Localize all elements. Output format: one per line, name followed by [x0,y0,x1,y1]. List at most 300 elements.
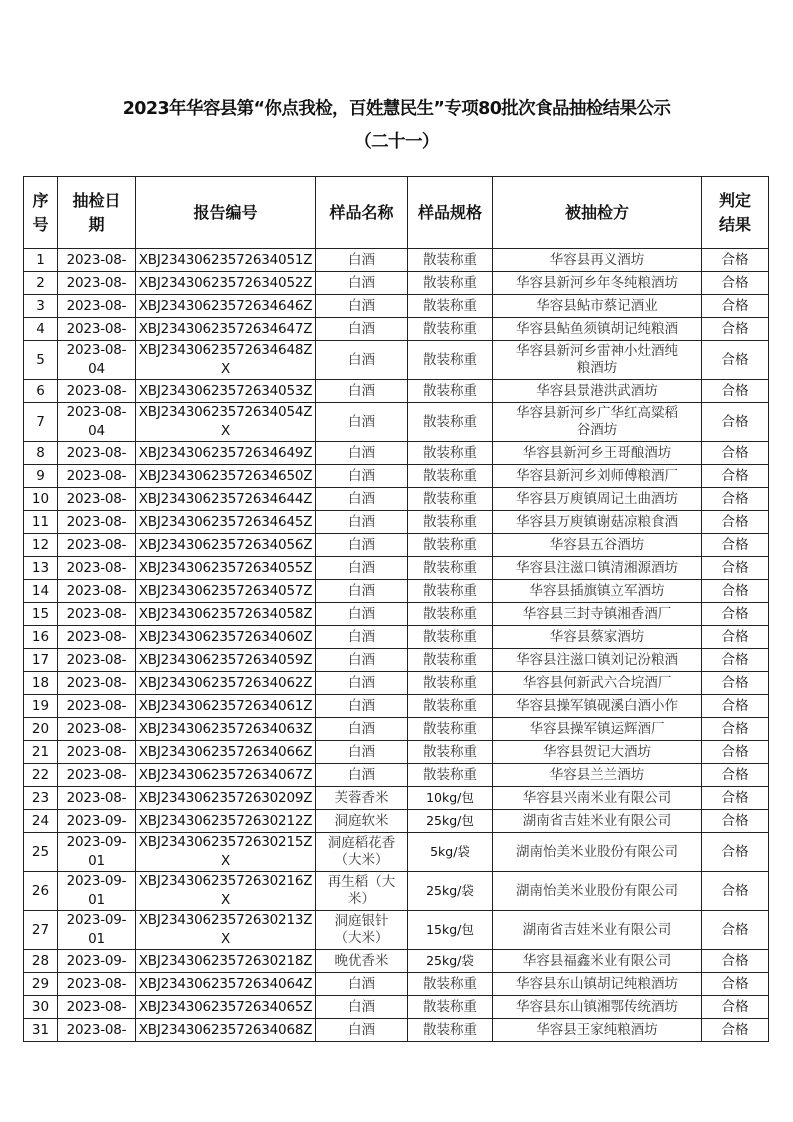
row-number: 18 [24,672,58,695]
header-date-label: 抽检日期 [72,190,121,234]
sample-spec: 散装称重 [408,534,493,557]
sample-name [316,695,408,718]
sample-spec: 25kg/袋 [408,872,493,911]
row-number: 25 [24,833,58,872]
inspected-party-line: 华容县再义酒坊 [549,251,645,268]
row-number: 8 [24,442,58,465]
report-number-line: XBJ23430623572634062Z [138,674,313,691]
report-number-line: XBJ23430623572634060Z [138,628,313,645]
table-row [24,603,769,626]
sample-spec: 散装称重 [408,488,493,511]
inspected-party [493,672,702,695]
inspected-party-line: 华容县鲇市蔡记酒业 [536,297,658,314]
report-number [136,442,316,465]
sample-name-line: 白酒 [348,559,375,576]
report-number-line: XBJ23430623572634058Z [138,605,313,622]
inspection-date [58,442,136,465]
report-number-line: XBJ23430623572630212Z [138,812,313,829]
sample-name-line: 再生稻（大 [327,874,396,890]
judgement-result: 合格 [702,465,769,488]
report-number-line: XBJ23430623572634064Z [138,975,313,992]
row-number: 7 [24,403,58,442]
sample-name-line: 白酒 [348,467,375,484]
row-number: 17 [24,649,58,672]
inspection-date [58,741,136,764]
table-row [24,318,769,341]
inspection-date-line: 01 [88,892,105,908]
row-number: 20 [24,718,58,741]
inspection-date [58,341,136,380]
sample-name-line: 白酒 [348,320,375,337]
inspection-date [58,403,136,442]
inspected-party [493,465,702,488]
sample-name-line: 白酒 [348,975,375,992]
table-row [24,872,769,911]
sample-name [316,626,408,649]
inspection-date [58,787,136,810]
sample-name-line: 白酒 [348,444,375,461]
row-number: 24 [24,810,58,833]
report-number [136,403,316,442]
sample-spec: 散装称重 [408,295,493,318]
report-number [136,996,316,1019]
inspection-date-line: 2023-08- [66,651,127,668]
inspected-party-line: 华容县新河乡广华红高粱稻 [516,405,678,421]
sample-spec: 散装称重 [408,403,493,442]
judgement-result: 合格 [702,534,769,557]
report-number [136,950,316,973]
sample-name-line: 白酒 [348,274,375,291]
inspection-date [58,511,136,534]
report-number [136,649,316,672]
sample-spec: 散装称重 [408,626,493,649]
sample-spec: 散装称重 [408,603,493,626]
report-number-line: XBJ23430623572630213Z [138,912,313,928]
report-number-line: X [220,892,231,908]
judgement-result: 合格 [702,603,769,626]
sample-name [316,341,408,380]
report-number [136,380,316,403]
sample-name [316,318,408,341]
inspected-party-line: 湖南怡美米业股份有限公司 [516,843,678,860]
inspected-party [493,911,702,950]
inspection-date-line: 2023-09- [66,834,127,850]
inspected-party-line: 华容县兴南米业有限公司 [522,789,672,806]
row-number: 9 [24,465,58,488]
sample-name [316,295,408,318]
judgement-result: 合格 [702,741,769,764]
report-number-line: X [220,931,231,947]
inspection-date-line: 2023-08- [66,404,127,420]
report-number-line: XBJ23430623572634650Z [138,467,313,484]
sample-name-line: 洞庭稻花香 [327,835,396,851]
sample-name-line: （大米） [334,852,389,868]
inspection-date [58,973,136,996]
table-row [24,534,769,557]
inspected-party-line: 华容县新河乡王哥酿酒坊 [522,444,672,461]
inspected-party [493,996,702,1019]
inspected-party-line: 华容县操军镇砚溪白酒小作 [516,697,678,714]
sample-name [316,996,408,1019]
inspection-date [58,911,136,950]
inspected-party [493,649,702,672]
row-number: 21 [24,741,58,764]
row-number: 2 [24,272,58,295]
judgement-result: 合格 [702,649,769,672]
table-row [24,557,769,580]
report-number-line: XBJ23430623572634648Z [138,342,313,358]
judgement-result: 合格 [702,272,769,295]
inspection-date [58,950,136,973]
inspection-date-line: 2023-08- [66,536,127,553]
report-number-line: XBJ23430623572634646Z [138,297,313,314]
inspection-date-line: 2023-08- [66,628,127,645]
row-number: 13 [24,557,58,580]
report-number [136,872,316,911]
table-row [24,996,769,1019]
inspection-date-line: 2023-08- [66,297,127,314]
inspected-party [493,741,702,764]
inspected-party-line: 华容县三封寺镇湘香酒厂 [522,605,672,622]
inspection-date [58,580,136,603]
sample-spec: 散装称重 [408,741,493,764]
inspected-party-line: 华容县五谷酒坊 [549,536,645,553]
row-number: 30 [24,996,58,1019]
inspected-party [493,626,702,649]
inspected-party-line: 谷酒坊 [576,422,618,438]
report-number-line: X [220,361,231,377]
table-row [24,380,769,403]
report-number [136,741,316,764]
sample-name [316,580,408,603]
inspection-date [58,1019,136,1042]
inspection-date [58,295,136,318]
sample-name-line: 白酒 [348,605,375,622]
sample-name [316,718,408,741]
judgement-result: 合格 [702,626,769,649]
inspection-date [58,318,136,341]
judgement-result: 合格 [702,810,769,833]
report-number [136,318,316,341]
header-result [702,177,769,249]
sample-name [316,272,408,295]
report-number-line: XBJ23430623572630209Z [138,789,313,806]
table-header-row [24,177,769,249]
report-number [136,1019,316,1042]
inspected-party-line: 华容县贺记大酒坊 [543,743,651,760]
report-number-line: XBJ23430623572634063Z [138,720,313,737]
judgement-result: 合格 [702,950,769,973]
sample-name [316,403,408,442]
inspection-date [58,695,136,718]
inspection-date-line: 2023-08- [66,1021,127,1038]
judgement-result: 合格 [702,511,769,534]
judgement-result: 合格 [702,973,769,996]
judgement-result: 合格 [702,442,769,465]
inspection-date-line: 2023-09- [66,952,127,969]
report-number [136,787,316,810]
report-number [136,911,316,950]
sample-spec: 15kg/包 [408,911,493,950]
sample-spec: 散装称重 [408,695,493,718]
inspected-party [493,511,702,534]
inspected-party-line: 华容县蔡家酒坊 [549,628,645,645]
sample-name [316,787,408,810]
table-row [24,950,769,973]
report-number [136,534,316,557]
inspected-party [493,403,702,442]
report-number [136,973,316,996]
header-name: 样品名称 [316,177,408,249]
table-row [24,787,769,810]
report-number-line: XBJ23430623572634645Z [138,513,313,530]
inspection-date [58,249,136,272]
judgement-result: 合格 [702,318,769,341]
sample-name [316,833,408,872]
inspection-date-line: 2023-08- [66,998,127,1015]
table-row [24,833,769,872]
inspected-party [493,557,702,580]
inspected-party [493,380,702,403]
judgement-result: 合格 [702,872,769,911]
inspected-party-line: 华容县东山镇湘鄂传统酒坊 [516,998,678,1015]
sample-name [316,1019,408,1042]
inspection-date-line: 2023-08- [66,467,127,484]
inspected-party [493,603,702,626]
inspected-party [493,872,702,911]
sample-name [316,741,408,764]
inspection-date-line: 04 [88,361,105,377]
inspection-date-line: 2023-08- [66,674,127,691]
report-number-line: XBJ23430623572634068Z [138,1021,313,1038]
sample-name [316,649,408,672]
inspection-date [58,465,136,488]
sample-name [316,764,408,787]
judgement-result: 合格 [702,557,769,580]
sample-spec: 散装称重 [408,718,493,741]
sample-spec: 10kg/包 [408,787,493,810]
inspected-party-line: 华容县插旗镇立军酒坊 [529,582,665,599]
row-number: 16 [24,626,58,649]
inspected-party [493,295,702,318]
row-number: 27 [24,911,58,950]
table-row [24,403,769,442]
report-number [136,295,316,318]
sample-spec: 散装称重 [408,465,493,488]
table-row [24,465,769,488]
sample-spec: 散装称重 [408,672,493,695]
inspected-party [493,718,702,741]
inspected-party [493,318,702,341]
inspected-party [493,833,702,872]
inspection-date [58,557,136,580]
inspection-date-line: 2023-08- [66,697,127,714]
sample-name-line: 白酒 [348,743,375,760]
inspection-date-line: 2023-08- [66,274,127,291]
header-index [24,177,58,249]
report-number [136,718,316,741]
row-number: 12 [24,534,58,557]
inspected-party [493,488,702,511]
header-date [58,177,136,249]
sample-name-line: 白酒 [348,582,375,599]
report-number [136,511,316,534]
inspected-party-line: 华容县操军镇运辉酒厂 [529,720,665,737]
document-title: 2023年华容县第“你点我检，百姓慧民生”专项80批次食品抽检结果公示 [122,99,671,119]
header-report: 报告编号 [136,177,316,249]
table-row [24,272,769,295]
table-row [24,695,769,718]
inspected-party-line: 华容县注滋口镇清湘源酒坊 [516,559,678,576]
inspection-date-line: 2023-08- [66,789,127,806]
sample-spec: 散装称重 [408,380,493,403]
sample-spec: 散装称重 [408,341,493,380]
judgement-result: 合格 [702,695,769,718]
inspection-date-line: 2023-08- [66,582,127,599]
sample-name [316,950,408,973]
report-number-line: X [220,853,231,869]
sample-name [316,511,408,534]
inspection-date [58,649,136,672]
sample-name-line: 白酒 [348,382,375,399]
inspected-party-line: 华容县王家纯粮酒坊 [536,1021,658,1038]
inspected-party [493,973,702,996]
table-row [24,341,769,380]
sample-spec: 散装称重 [408,973,493,996]
sample-spec: 散装称重 [408,272,493,295]
table-row [24,488,769,511]
inspected-party [493,442,702,465]
header-party: 被抽检方 [493,177,702,249]
table-row [24,741,769,764]
inspection-date-line: 2023-08- [66,382,127,399]
sample-name-line: 白酒 [348,490,375,507]
judgement-result: 合格 [702,295,769,318]
inspected-party [493,1019,702,1042]
sample-name [316,973,408,996]
sample-name-line: 晚优香米 [334,952,389,969]
row-number: 28 [24,950,58,973]
sample-name [316,557,408,580]
sample-name [316,465,408,488]
sample-name-line: 白酒 [348,1021,375,1038]
inspection-date [58,810,136,833]
sample-name-line: （大米） [334,930,389,946]
report-number-line: XBJ23430623572634054Z [138,404,313,420]
report-number [136,695,316,718]
inspected-party-line: 湖南省吉娃米业有限公司 [522,812,672,829]
row-number: 22 [24,764,58,787]
sample-name-line: 芙蓉香米 [334,789,389,806]
report-number [136,249,316,272]
sample-spec: 散装称重 [408,649,493,672]
judgement-result: 合格 [702,911,769,950]
inspection-date [58,764,136,787]
sample-spec: 25kg/袋 [408,950,493,973]
table-row [24,810,769,833]
inspected-party [493,272,702,295]
sample-spec: 5kg/袋 [408,833,493,872]
row-number: 29 [24,973,58,996]
inspected-party-line: 湖南省吉娃米业有限公司 [522,921,672,938]
inspected-party-line: 粮酒坊 [576,360,618,376]
report-number [136,626,316,649]
inspection-date [58,872,136,911]
inspected-party-line: 华容县万庾镇周记土曲酒坊 [516,490,678,507]
table-row [24,1019,769,1042]
row-number: 6 [24,380,58,403]
sample-spec: 散装称重 [408,580,493,603]
report-number-line: XBJ23430623572634051Z [138,251,313,268]
report-number-line: XBJ23430623572634649Z [138,444,313,461]
inspection-date [58,718,136,741]
sample-name-line: 白酒 [348,413,375,430]
inspected-party [493,810,702,833]
sample-spec: 散装称重 [408,318,493,341]
inspection-date [58,672,136,695]
report-number-line: XBJ23430623572634647Z [138,320,313,337]
inspection-date-line: 2023-09- [66,812,127,829]
table-row [24,764,769,787]
judgement-result: 合格 [702,764,769,787]
sample-name [316,380,408,403]
sample-name-line: 白酒 [348,651,375,668]
inspection-date [58,626,136,649]
inspection-date [58,488,136,511]
inspection-date-line: 01 [88,853,105,869]
inspected-party-line: 华容县新河乡年冬纯粮酒坊 [516,274,678,291]
report-number [136,465,316,488]
inspected-party-line: 华容县新河乡雷神小灶酒纯 [516,343,678,359]
report-number-line: XBJ23430623572634059Z [138,651,313,668]
report-number-line: XBJ23430623572634066Z [138,743,313,760]
table-row [24,626,769,649]
row-number: 23 [24,787,58,810]
header-index-label: 序号 [32,190,49,234]
inspection-date-line: 2023-08- [66,320,127,337]
sample-spec: 散装称重 [408,557,493,580]
row-number: 15 [24,603,58,626]
inspected-party [493,695,702,718]
sample-spec: 25kg/包 [408,810,493,833]
inspection-date-line: 2023-08- [66,766,127,783]
sample-name-line: 洞庭软米 [334,812,389,829]
judgement-result: 合格 [702,718,769,741]
inspected-party-line: 华容县福鑫米业有限公司 [522,952,672,969]
inspection-date-line: 2023-08- [66,490,127,507]
sample-name [316,911,408,950]
judgement-result: 合格 [702,403,769,442]
sample-name [316,442,408,465]
inspection-date-line: 2023-08- [66,559,127,576]
report-number [136,764,316,787]
inspection-date-line: 01 [88,931,105,947]
inspected-party-line: 华容县东山镇胡记纯粮酒坊 [516,975,678,992]
row-number: 10 [24,488,58,511]
row-number: 11 [24,511,58,534]
sample-spec: 散装称重 [408,442,493,465]
row-number: 3 [24,295,58,318]
sample-name-line: 白酒 [348,697,375,714]
inspected-party-line: 华容县万庾镇谢菇凉粮食酒 [516,513,678,530]
inspected-party [493,341,702,380]
table-row [24,672,769,695]
report-number-line: XBJ23430623572634052Z [138,274,313,291]
inspected-party-line: 华容县新河乡刘师傅粮酒厂 [516,467,678,484]
sample-name [316,872,408,911]
document-subtitle: （二十一） [354,132,439,152]
sample-name-line: 白酒 [348,536,375,553]
